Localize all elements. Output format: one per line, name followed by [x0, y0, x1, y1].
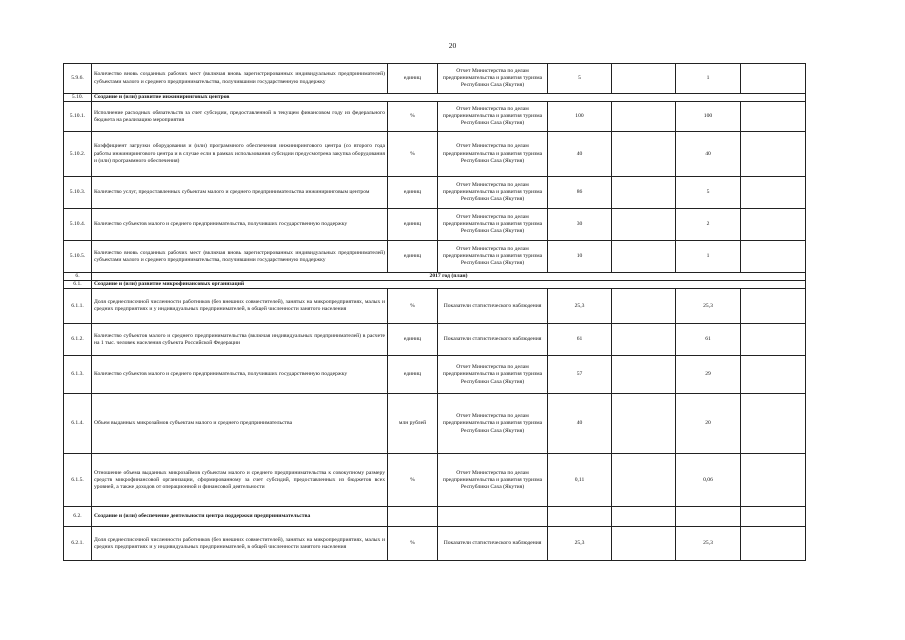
data-source: Отчет Министерства по делам предпринимательства и развития туризма Республики Саха (Якутия)	[438, 132, 548, 177]
empty-cell	[612, 102, 676, 132]
row-number: 5.10.2.	[64, 132, 92, 177]
row-number: 6.1.	[64, 281, 92, 289]
empty-cell	[612, 289, 676, 324]
indicator-description: Количество субъектов малого и среднего предпринимательства, получивших государственную поддержку	[92, 209, 388, 241]
table-row	[64, 177, 806, 209]
value-1: 86	[548, 177, 612, 209]
empty-cell	[741, 394, 806, 454]
indicator-description: Исполнение расходных обязательств за счет субсидии, предоставленной в текущем финансовом году из федерального бюджета на реализацию мероприятия	[92, 102, 388, 132]
empty-cell	[548, 507, 612, 527]
unit-of-measure: единиц	[388, 241, 438, 273]
empty-cell	[612, 527, 676, 561]
data-source: Показатели статистического наблюдения	[438, 527, 548, 561]
value-2: 0,06	[676, 454, 741, 507]
page-number: 20	[448, 41, 457, 50]
section-title: Создание и (или) развитие инжиниринговых центров	[92, 94, 806, 102]
unit-of-measure: млн рублей	[388, 394, 438, 454]
value-1: 40	[548, 132, 612, 177]
indicator-description: Доля среднесписочной численности работников (без внешних совместителей), занятых на микропредприятиях, малых и средних предприятиях и у индивидуальных предпринимателей, в общей численности занятого населения	[92, 527, 388, 561]
value-1: 100	[548, 102, 612, 132]
data-source: Отчет Министерства по делам предпринимательства и развития туризма Республики Саха (Якутия)	[438, 241, 548, 273]
unit-of-measure: единиц	[388, 177, 438, 209]
row-number: 6.2.	[64, 507, 92, 527]
value-2: 25,3	[676, 527, 741, 561]
empty-cell	[741, 241, 806, 273]
section-header-row	[64, 507, 806, 527]
table-row	[64, 241, 806, 273]
empty-cell	[741, 507, 806, 527]
value-1: 5	[548, 64, 612, 94]
data-source: Отчет Министерства по делам предпринимательства и развития туризма Республики Саха (Якутия)	[438, 102, 548, 132]
value-2: 2	[676, 209, 741, 241]
empty-cell	[676, 507, 741, 527]
data-source: Показатели статистического наблюдения	[438, 324, 548, 356]
empty-cell	[438, 507, 548, 527]
unit-of-measure: единиц	[388, 64, 438, 94]
row-number: 6.1.3.	[64, 356, 92, 394]
empty-cell	[741, 356, 806, 394]
empty-cell	[741, 102, 806, 132]
empty-cell	[612, 454, 676, 507]
section-title: Создание и (или) обеспечение деятельности центра поддержки предпринимательства	[92, 507, 388, 527]
unit-of-measure: единиц	[388, 356, 438, 394]
data-source: Отчет Министерства по делам предпринимательства и развития туризма Республики Саха (Якутия)	[438, 177, 548, 209]
table-body	[64, 64, 806, 561]
empty-cell	[741, 177, 806, 209]
data-source: Отчет Министерства по делам предпринимательства и развития туризма Республики Саха (Якутия)	[438, 356, 548, 394]
data-source: Отчет Министерства по делам предпринимательства и развития туризма Республики Саха (Якутия)	[438, 64, 548, 94]
row-number: 5.10.4.	[64, 209, 92, 241]
year-header-row	[64, 273, 806, 281]
indicator-description: Количество услуг, предоставленных субъектам малого и среднего предпринимательства инжиниринговым центром	[92, 177, 388, 209]
section-header-row	[64, 281, 806, 289]
table-row	[64, 324, 806, 356]
empty-cell	[612, 177, 676, 209]
row-number: 6.2.1.	[64, 527, 92, 561]
table-row	[64, 209, 806, 241]
value-2: 61	[676, 324, 741, 356]
row-number: 6.1.2.	[64, 324, 92, 356]
value-1: 0,11	[548, 454, 612, 507]
empty-cell	[741, 527, 806, 561]
value-1: 25,3	[548, 289, 612, 324]
value-1: 30	[548, 209, 612, 241]
value-2: 1	[676, 64, 741, 94]
indicator-description: Отношение объема выданных микрозаймов субъектам малого и среднего предпринимательства к совокупному размеру средств микрофинансовой организации, сформированному за счет субсидий, предоставленных из бюджетов всех уровней, а также доходов от операционной и финансовой деятельности	[92, 454, 388, 507]
unit-of-measure: %	[388, 289, 438, 324]
empty-cell	[741, 324, 806, 356]
row-number: 5.10.	[64, 94, 92, 102]
empty-cell	[741, 64, 806, 94]
value-2: 1	[676, 241, 741, 273]
row-number: 6.1.1.	[64, 289, 92, 324]
empty-cell	[612, 241, 676, 273]
empty-cell	[741, 209, 806, 241]
value-2: 40	[676, 132, 741, 177]
empty-cell	[612, 324, 676, 356]
table-row	[64, 356, 806, 394]
row-number: 5.9.6.	[64, 64, 92, 94]
empty-cell	[612, 209, 676, 241]
indicator-description: Коэффициент загрузки оборудования и (или) программного обеспечения инжинирингового центра (со второго года работы инжинирингового центра и в случае если в рамках использования субсидии предусмотрена закупка оборудования и (или) программного обеспечения)	[92, 132, 388, 177]
value-1: 10	[548, 241, 612, 273]
row-number: 6.1.5.	[64, 454, 92, 507]
year-title: 2017 год (план)	[92, 273, 806, 281]
table-row	[64, 289, 806, 324]
data-source: Показатели статистического наблюдения	[438, 289, 548, 324]
empty-cell	[612, 132, 676, 177]
unit-of-measure: единиц	[388, 324, 438, 356]
row-number: 6.1.4.	[64, 394, 92, 454]
empty-cell	[612, 64, 676, 94]
value-2: 20	[676, 394, 741, 454]
unit-of-measure: единиц	[388, 209, 438, 241]
empty-cell	[741, 132, 806, 177]
table-row	[64, 527, 806, 561]
value-2: 5	[676, 177, 741, 209]
data-source: Отчет Министерства по делам предпринимательства и развития туризма Республики Саха (Якутия)	[438, 209, 548, 241]
indicator-description: Количество вновь созданных рабочих мест (включая вновь зарегистрированных индивидуальных предпринимателей) субъектами малого и среднего предпринимательства, получившими государственную поддержку	[92, 241, 388, 273]
value-2: 25,3	[676, 289, 741, 324]
table-row	[64, 102, 806, 132]
empty-cell	[612, 394, 676, 454]
unit-of-measure: %	[388, 102, 438, 132]
data-source: Отчет Министерства по делам предпринимательства и развития туризма Республики Саха (Якутия)	[438, 394, 548, 454]
indicator-description: Количество субъектов малого и среднего предпринимательства, получивших государственную поддержку	[92, 356, 388, 394]
value-2: 29	[676, 356, 741, 394]
value-1: 25,3	[548, 527, 612, 561]
row-number: 5.10.3.	[64, 177, 92, 209]
data-source: Отчет Министерства по делам предпринимательства и развития туризма Республики Саха (Якутия)	[438, 454, 548, 507]
empty-cell	[741, 454, 806, 507]
indicator-description: Доля среднесписочной численности работников (без внешних совместителей), занятых на микропредприятиях, малых и средних предприятиях и у индивидуальных предпринимателей, в общей численности занятого населения	[92, 289, 388, 324]
empty-cell	[388, 507, 438, 527]
value-1: 57	[548, 356, 612, 394]
section-header-row	[64, 94, 806, 102]
value-1: 61	[548, 324, 612, 356]
indicator-description: Объем выданных микрозаймов субъектам малого и среднего предпринимательства	[92, 394, 388, 454]
table-row	[64, 394, 806, 454]
empty-cell	[612, 356, 676, 394]
indicator-description: Количество вновь созданных рабочих мест (включая вновь зарегистрированных индивидуальных предпринимателей) субъектами малого и среднего предпринимательства, получившими государственную поддержку	[92, 64, 388, 94]
unit-of-measure: %	[388, 132, 438, 177]
value-2: 100	[676, 102, 741, 132]
value-1: 40	[548, 394, 612, 454]
unit-of-measure: %	[388, 454, 438, 507]
table-row	[64, 454, 806, 507]
indicator-description: Количество субъектов малого и среднего предпринимательства (включая индивидуальных предпринимателей) в расчете на 1 тыс. человек населения субъекта Российской Федерации	[92, 324, 388, 356]
table-row	[64, 64, 806, 94]
table-row	[64, 132, 806, 177]
row-number: 5.10.1.	[64, 102, 92, 132]
indicators-table	[63, 63, 806, 561]
unit-of-measure: %	[388, 527, 438, 561]
section-title: Создание и (или) развитие микрофинансовых организаций	[92, 281, 806, 289]
empty-cell	[741, 289, 806, 324]
empty-cell	[612, 507, 676, 527]
row-number: 6.	[64, 273, 92, 281]
row-number: 5.10.5.	[64, 241, 92, 273]
